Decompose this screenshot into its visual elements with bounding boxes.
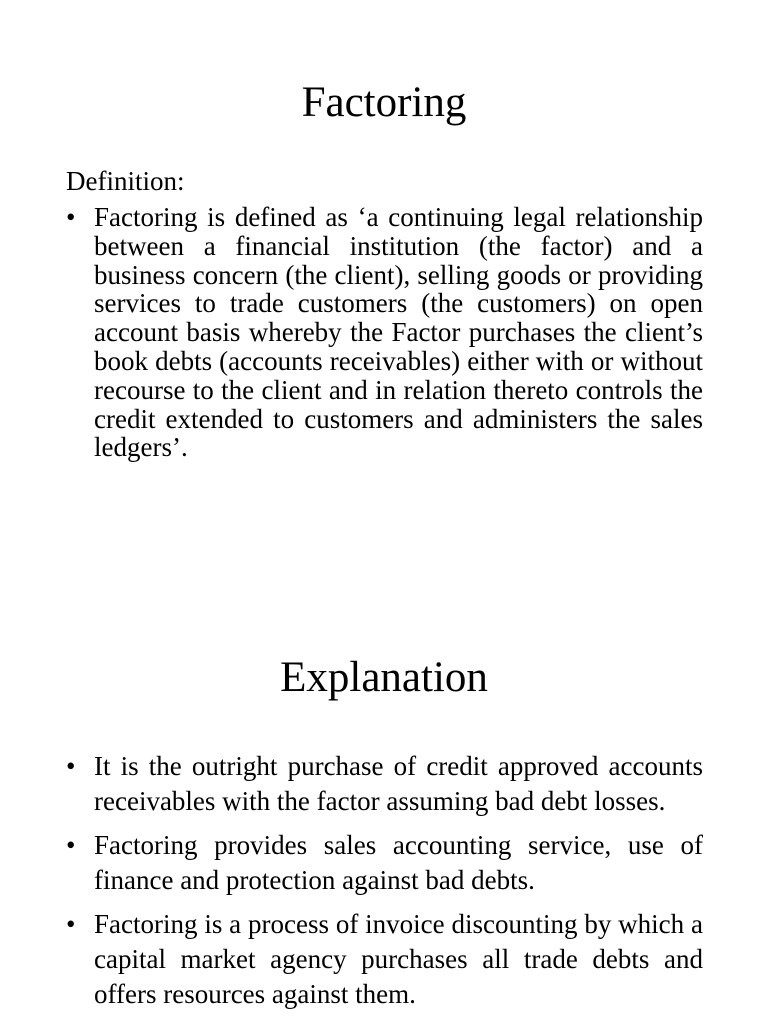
explanation-bullet (66, 828, 703, 898)
bullet-icon: • (66, 830, 76, 860)
explanation-text: Factoring provides sales accounting service, use of finance and protection against bad debts. (94, 830, 703, 895)
factoring-title: Factoring (301, 79, 467, 126)
explanation-list (66, 749, 703, 1021)
explanation-text: It is the outright purchase of credit approved accounts receivables with the factor assuming bad debt losses. (94, 751, 703, 816)
definition-text: Factoring is defined as ‘a continuing legal relationship between a financial institution (the factor) and a business concern (the client), selling goods or providing services to trade customers (the customers) on open account basis whereby the Factor purchases the client’s book debts (accounts receivables) either with or without recourse to the client and in relation thereto controls the credit extended to customers and administers the sales ledgers’. (94, 202, 703, 463)
explanation-text: Factoring is a process of invoice discounting by which a capital market agency purchases all trade debts and offers resources against them. (94, 909, 703, 1009)
explanation-title: Explanation (280, 654, 488, 701)
bullet-icon: • (66, 751, 76, 781)
definition-list (66, 203, 703, 462)
bullet-icon: • (66, 202, 76, 232)
explanation-bullet (66, 907, 703, 1012)
definition-label: Definition: (66, 166, 185, 196)
bullet-icon: • (66, 909, 76, 939)
explanation-bullet (66, 749, 703, 819)
definition-bullet (66, 203, 703, 462)
